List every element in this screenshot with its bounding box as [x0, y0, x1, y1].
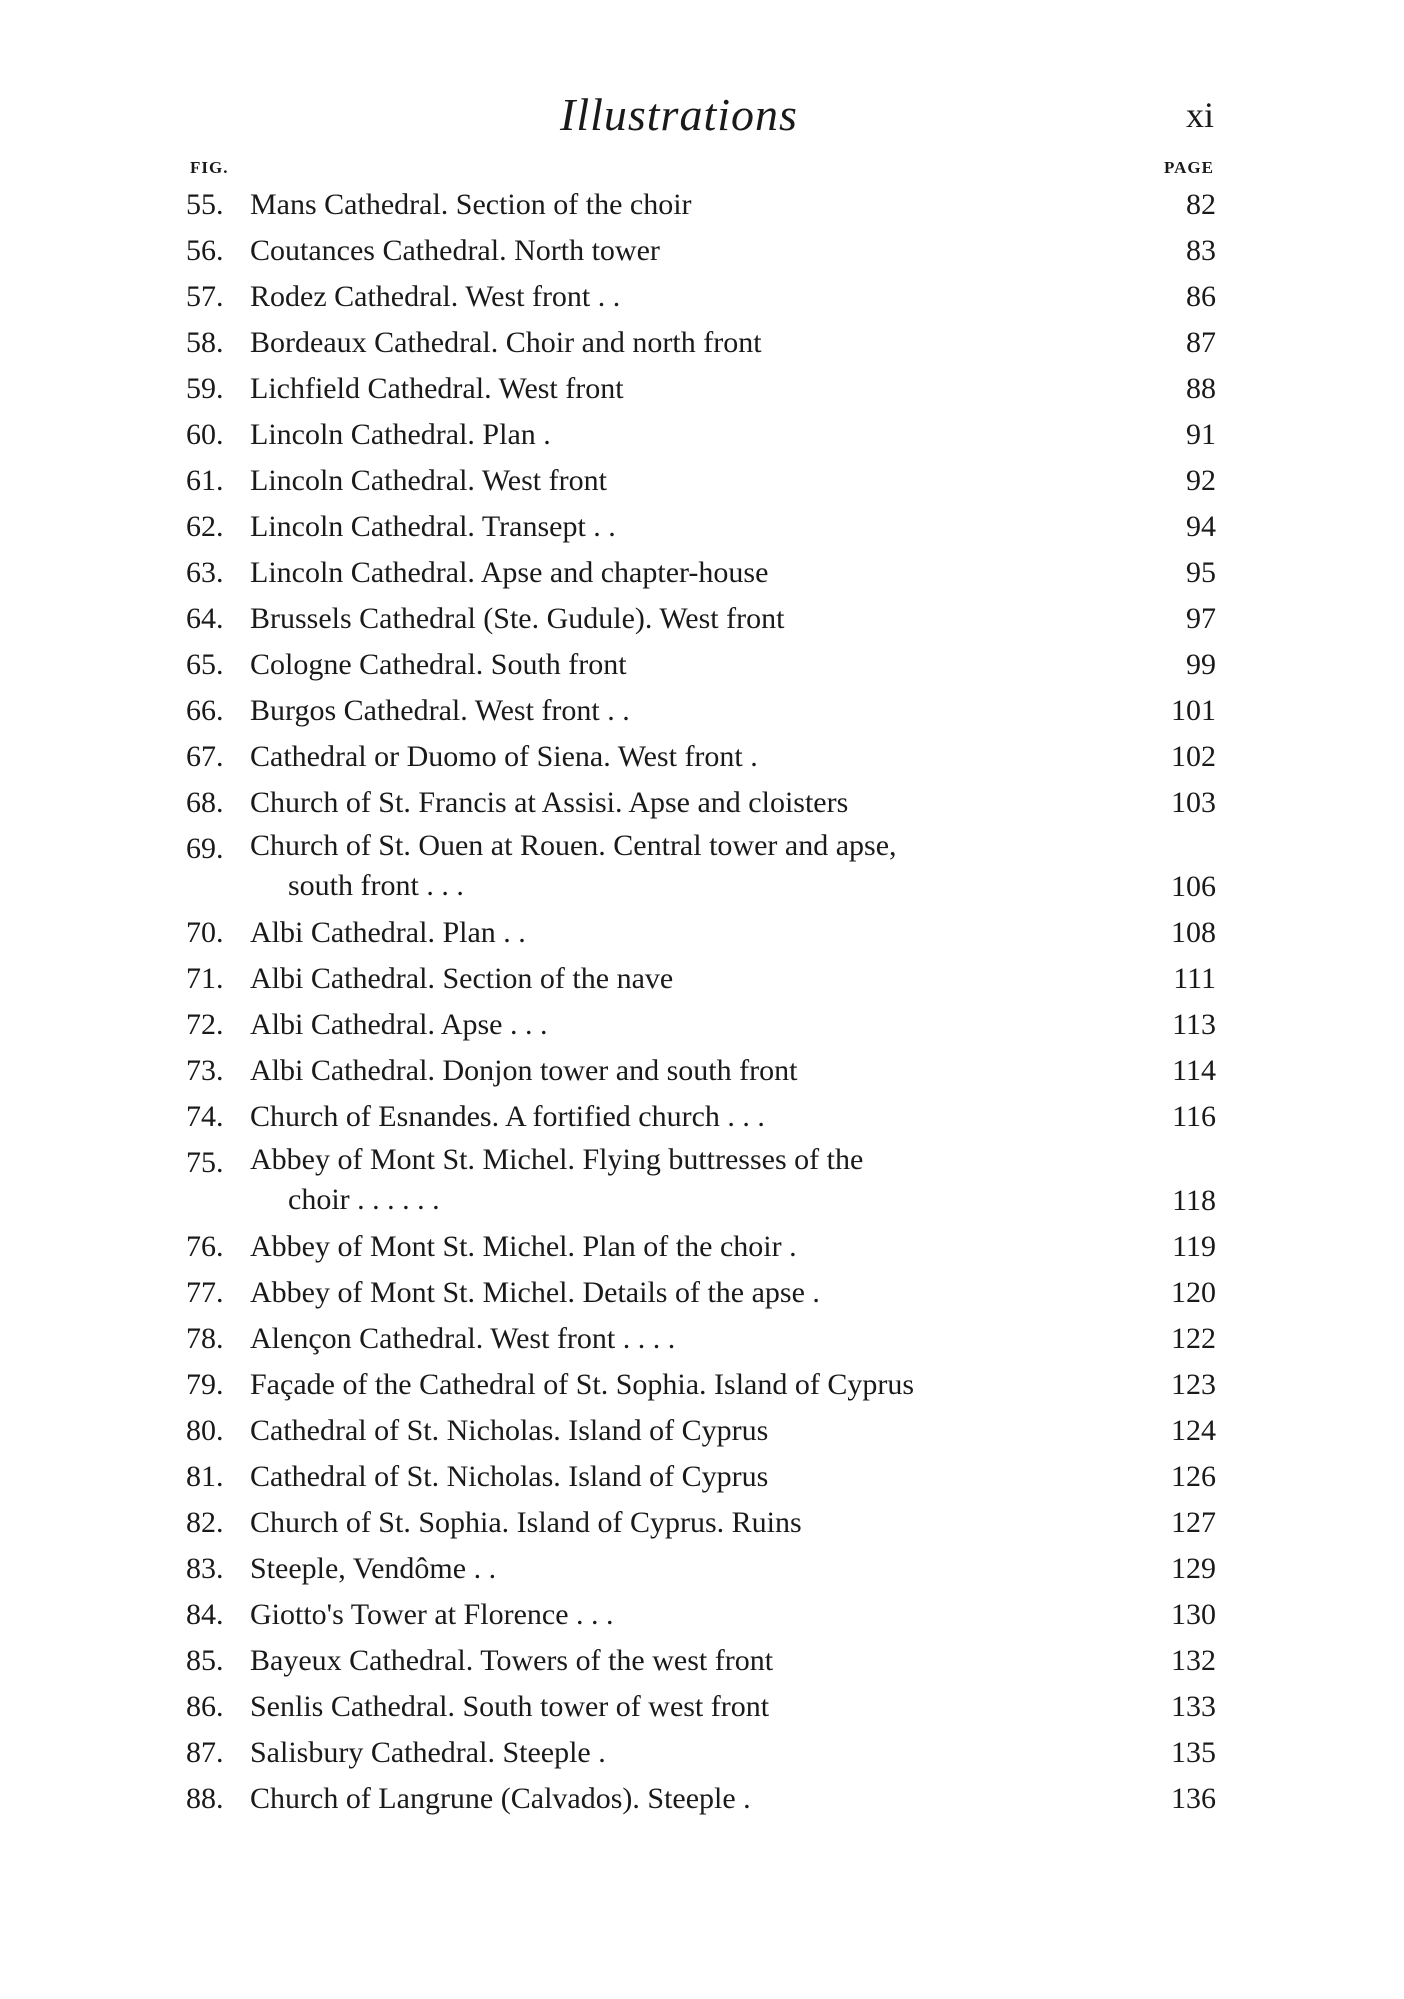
figure-caption: Albi Cathedral. Donjon tower and south front: [250, 1054, 798, 1087]
figure-number: 78.: [186, 1322, 224, 1355]
figure-number: 79.: [186, 1368, 224, 1401]
figure-caption: Salisbury Cathedral. Steeple .: [250, 1736, 606, 1769]
figure-caption: Lichfield Cathedral. West front: [250, 372, 624, 405]
figure-caption: Albi Cathedral. Section of the nave: [250, 962, 674, 995]
page-number: xi: [1185, 95, 1214, 135]
figure-caption: [250, 1140, 1170, 1220]
figure-number: 65.: [186, 648, 224, 681]
figure-number: 72.: [186, 1008, 224, 1041]
page-reference: 119: [1172, 1230, 1216, 1263]
page-reference: 92: [1186, 464, 1216, 497]
figure-caption: Lincoln Cathedral. Plan .: [250, 418, 551, 451]
page-reference: 95: [1186, 556, 1216, 589]
page-reference: 87: [1186, 326, 1216, 359]
figure-caption: Church of St. Sophia. Island of Cyprus. Ruins: [250, 1506, 802, 1539]
page-reference: 97: [1186, 602, 1216, 635]
figure-number: 75.: [186, 1146, 224, 1179]
figure-caption: Lincoln Cathedral. Transept . .: [250, 510, 616, 543]
figure-caption: Alençon Cathedral. West front . . . .: [250, 1322, 676, 1355]
figure-caption: Cathedral of St. Nicholas. Island of Cyprus: [250, 1414, 769, 1447]
page-reference: 111: [1173, 962, 1216, 995]
page-reference: 118: [1172, 1184, 1216, 1217]
page-reference: 122: [1171, 1322, 1216, 1355]
page-reference: 91: [1186, 418, 1216, 451]
page-reference: 88: [1186, 372, 1216, 405]
figure-caption: Lincoln Cathedral. West front: [250, 464, 607, 497]
list-item: [186, 458, 1216, 504]
page-reference: 108: [1171, 916, 1216, 949]
figure-caption: Mans Cathedral. Section of the choir: [250, 188, 692, 221]
page-reference: 126: [1171, 1460, 1216, 1493]
list-item: [186, 274, 1216, 320]
list-item: [186, 910, 1216, 956]
page-reference: 120: [1171, 1276, 1216, 1309]
list-item: [186, 826, 1216, 910]
list-item: [186, 688, 1216, 734]
page-reference: 129: [1171, 1552, 1216, 1585]
page-reference: 106: [1171, 870, 1216, 903]
figure-number: 58.: [186, 326, 224, 359]
caption-line-1: Church of St. Ouen at Rouen. Central tower and apse,: [250, 829, 897, 862]
list-item: [186, 642, 1216, 688]
figure-number: 88.: [186, 1782, 224, 1815]
figure-number: 68.: [186, 786, 224, 819]
list-item: [186, 320, 1216, 366]
list-item: [186, 1546, 1216, 1592]
figure-number: 63.: [186, 556, 224, 589]
figure-number: 85.: [186, 1644, 224, 1677]
page-reference: 135: [1171, 1736, 1216, 1769]
figure-number: 82.: [186, 1506, 224, 1539]
list-item: [186, 1094, 1216, 1140]
figure-number: 80.: [186, 1414, 224, 1447]
caption-line-2: south front . . .: [288, 869, 464, 902]
figure-number: 69.: [186, 832, 224, 865]
list-item: [186, 412, 1216, 458]
figure-number: 71.: [186, 962, 224, 995]
list-item: [186, 366, 1216, 412]
list-item: [186, 1048, 1216, 1094]
figure-caption: Cologne Cathedral. South front: [250, 648, 627, 681]
running-title: Illustrations: [560, 89, 798, 140]
page-reference: 113: [1172, 1008, 1216, 1041]
page-reference: 103: [1171, 786, 1216, 819]
list-item: [186, 504, 1216, 550]
figure-number: 83.: [186, 1552, 224, 1585]
figure-caption: Cathedral of St. Nicholas. Island of Cyprus: [250, 1460, 769, 1493]
figure-number: 66.: [186, 694, 224, 727]
figure-number: 64.: [186, 602, 224, 635]
list-item: [186, 734, 1216, 780]
list-item: [186, 1592, 1216, 1638]
figure-caption: Cathedral or Duomo of Siena. West front .: [250, 740, 758, 773]
list-item: [186, 956, 1216, 1002]
figure-caption: Coutances Cathedral. North tower: [250, 234, 660, 267]
figure-caption: Abbey of Mont St. Michel. Plan of the choir .: [250, 1230, 797, 1263]
figure-number: 62.: [186, 510, 224, 543]
page-reference: 82: [1186, 188, 1216, 221]
figure-caption: Church of St. Francis at Assisi. Apse and cloisters: [250, 786, 849, 819]
figure-caption: Church of Esnandes. A fortified church . . .: [250, 1100, 765, 1133]
page-reference: 116: [1172, 1100, 1216, 1133]
page-reference: 123: [1171, 1368, 1216, 1401]
figure-caption: Burgos Cathedral. West front . .: [250, 694, 630, 727]
figure-caption: Senlis Cathedral. South tower of west front: [250, 1690, 770, 1723]
page-reference: 136: [1171, 1782, 1216, 1815]
caption-line-2: choir . . . . . .: [288, 1183, 440, 1216]
figure-caption: Brussels Cathedral (Ste. Gudule). West front: [250, 602, 785, 635]
illustrations-list: [186, 182, 1216, 1822]
figure-number: 87.: [186, 1736, 224, 1769]
figure-caption: Bayeux Cathedral. Towers of the west front: [250, 1644, 774, 1677]
figure-number: 76.: [186, 1230, 224, 1263]
list-item: [186, 1408, 1216, 1454]
page-reference: 83: [1186, 234, 1216, 267]
figure-caption: Abbey of Mont St. Michel. Details of the apse .: [250, 1276, 820, 1309]
figure-number: 84.: [186, 1598, 224, 1631]
list-item: [186, 182, 1216, 228]
list-item: [186, 1316, 1216, 1362]
figure-caption: Giotto's Tower at Florence . . .: [250, 1598, 614, 1631]
figure-number: 81.: [186, 1460, 224, 1493]
figure-caption: Rodez Cathedral. West front . .: [250, 280, 621, 313]
figure-number: 56.: [186, 234, 224, 267]
figure-number: 74.: [186, 1100, 224, 1133]
list-item: [186, 780, 1216, 826]
list-item: [186, 1684, 1216, 1730]
page-reference: 133: [1171, 1690, 1216, 1723]
figure-caption: [250, 826, 1170, 906]
list-item: [186, 1002, 1216, 1048]
list-item: [186, 1730, 1216, 1776]
caption-line-1: Abbey of Mont St. Michel. Flying buttresses of the: [250, 1143, 864, 1176]
page-reference: 99: [1186, 648, 1216, 681]
figure-number: 55.: [186, 188, 224, 221]
page-reference: 102: [1171, 740, 1216, 773]
list-item: [186, 596, 1216, 642]
figure-caption: Façade of the Cathedral of St. Sophia. Island of Cyprus: [250, 1368, 915, 1401]
figure-number: 70.: [186, 916, 224, 949]
page-reference: 94: [1186, 510, 1216, 543]
page-reference: 130: [1171, 1598, 1216, 1631]
page-reference: 127: [1171, 1506, 1216, 1539]
figure-number: 73.: [186, 1054, 224, 1087]
page-reference: 86: [1186, 280, 1216, 313]
list-item: [186, 228, 1216, 274]
list-item: [186, 1776, 1216, 1822]
figure-number: 59.: [186, 372, 224, 405]
figure-caption: Steeple, Vendôme . .: [250, 1552, 497, 1585]
page-reference: 114: [1172, 1054, 1216, 1087]
list-item: [186, 1224, 1216, 1270]
figure-number: 60.: [186, 418, 224, 451]
page-column-heading: PAGE: [1164, 158, 1214, 177]
list-item: [186, 1140, 1216, 1224]
list-item: [186, 1454, 1216, 1500]
page-reference: 124: [1171, 1414, 1216, 1447]
figure-number: 86.: [186, 1690, 224, 1723]
figure-number: 77.: [186, 1276, 224, 1309]
figure-caption: Lincoln Cathedral. Apse and chapter-house: [250, 556, 769, 589]
figure-number: 67.: [186, 740, 224, 773]
list-item: [186, 1270, 1216, 1316]
list-item: [186, 1638, 1216, 1684]
list-item: [186, 550, 1216, 596]
page-header: [0, 88, 1404, 148]
figure-number: 61.: [186, 464, 224, 497]
page-reference: 132: [1171, 1644, 1216, 1677]
figure-caption: Albi Cathedral. Plan . .: [250, 916, 526, 949]
figure-number: 57.: [186, 280, 224, 313]
figure-caption: Church of Langrune (Calvados). Steeple .: [250, 1782, 751, 1815]
list-item: [186, 1500, 1216, 1546]
fig-column-heading: FIG.: [190, 158, 229, 177]
figure-caption: Bordeaux Cathedral. Choir and north front: [250, 326, 762, 359]
list-item: [186, 1362, 1216, 1408]
figure-caption: Albi Cathedral. Apse . . .: [250, 1008, 548, 1041]
page-reference: 101: [1171, 694, 1216, 727]
